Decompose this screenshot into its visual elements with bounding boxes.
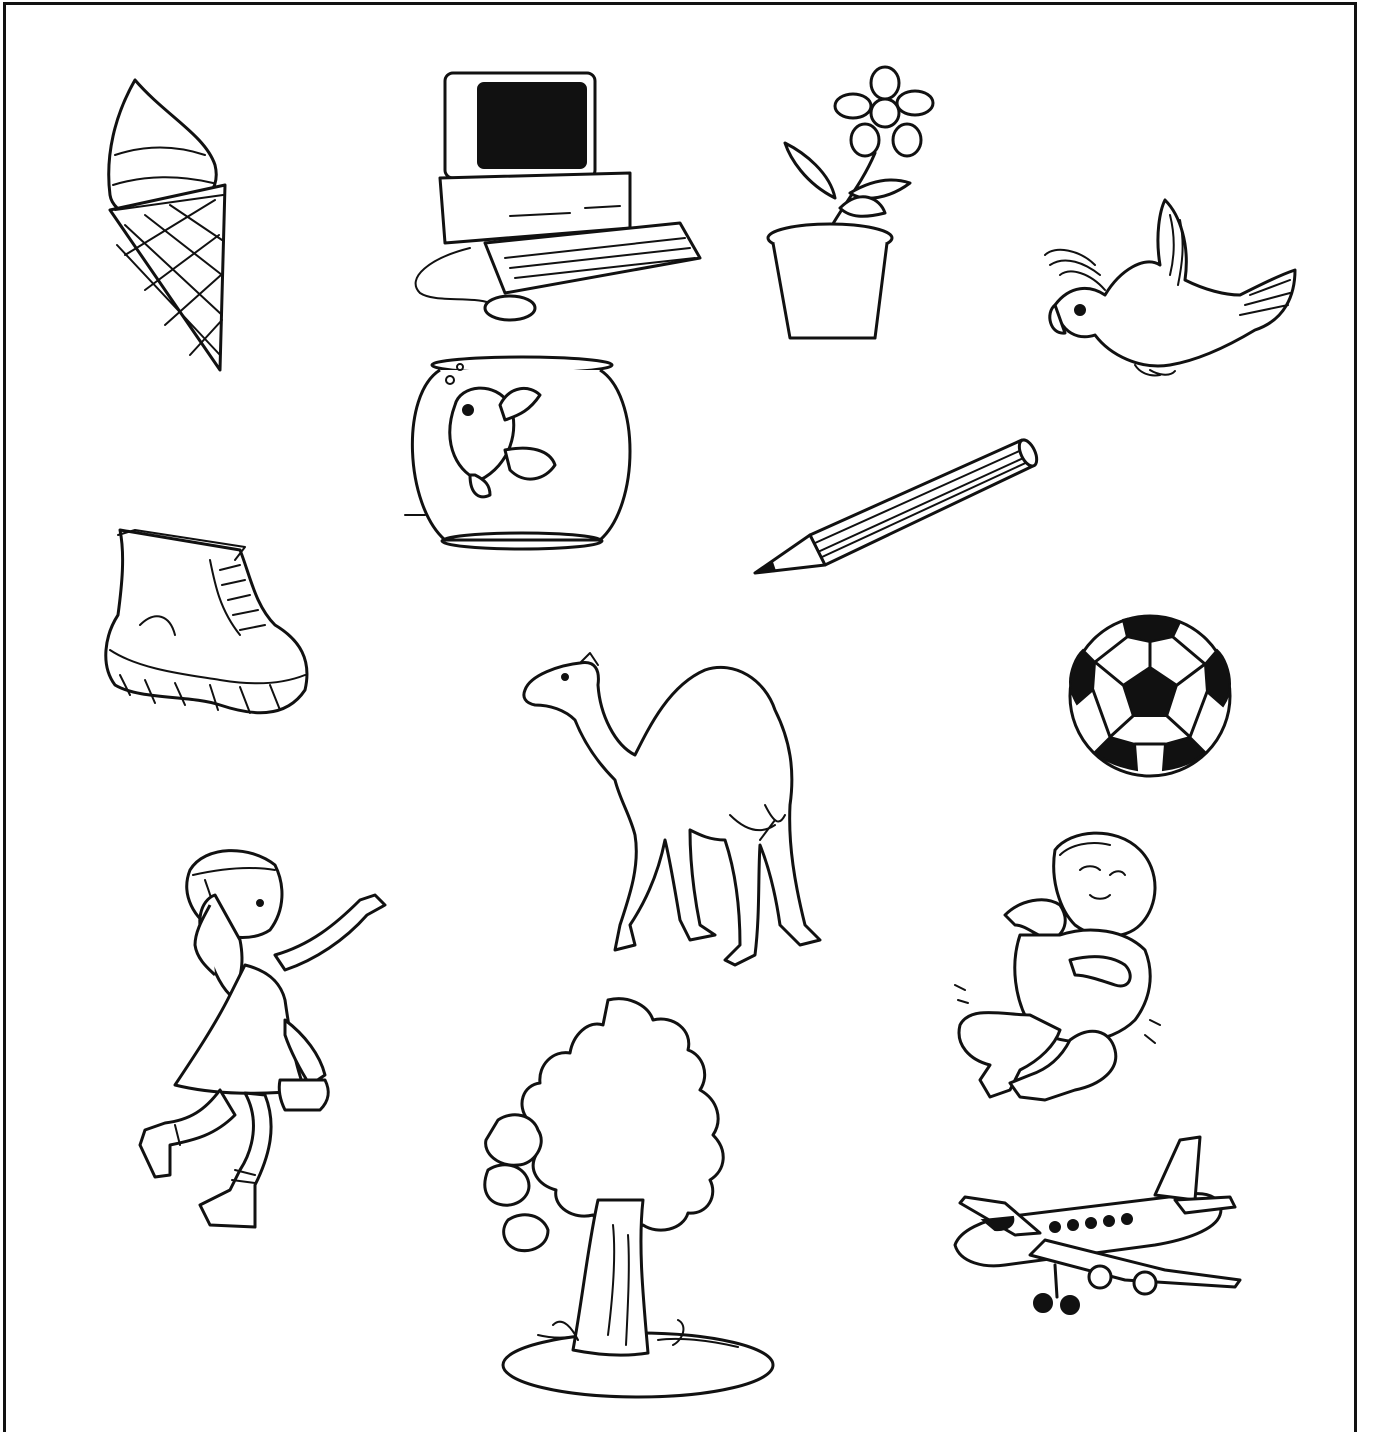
tree-icon xyxy=(478,995,788,1405)
pencil-icon xyxy=(750,435,1045,580)
boot-icon xyxy=(100,525,315,725)
camel-icon xyxy=(520,655,835,975)
running-girl-icon xyxy=(135,845,390,1230)
potted-flower-icon xyxy=(765,68,945,348)
airplane-icon xyxy=(945,1135,1245,1320)
ice-cream-cone-icon xyxy=(105,75,230,375)
goldfish-bowl-icon xyxy=(400,355,635,555)
baby-icon xyxy=(950,825,1165,1110)
parrot-icon xyxy=(1040,195,1305,380)
soccer-ball-icon xyxy=(1065,612,1235,780)
desktop-computer-icon xyxy=(410,68,700,328)
